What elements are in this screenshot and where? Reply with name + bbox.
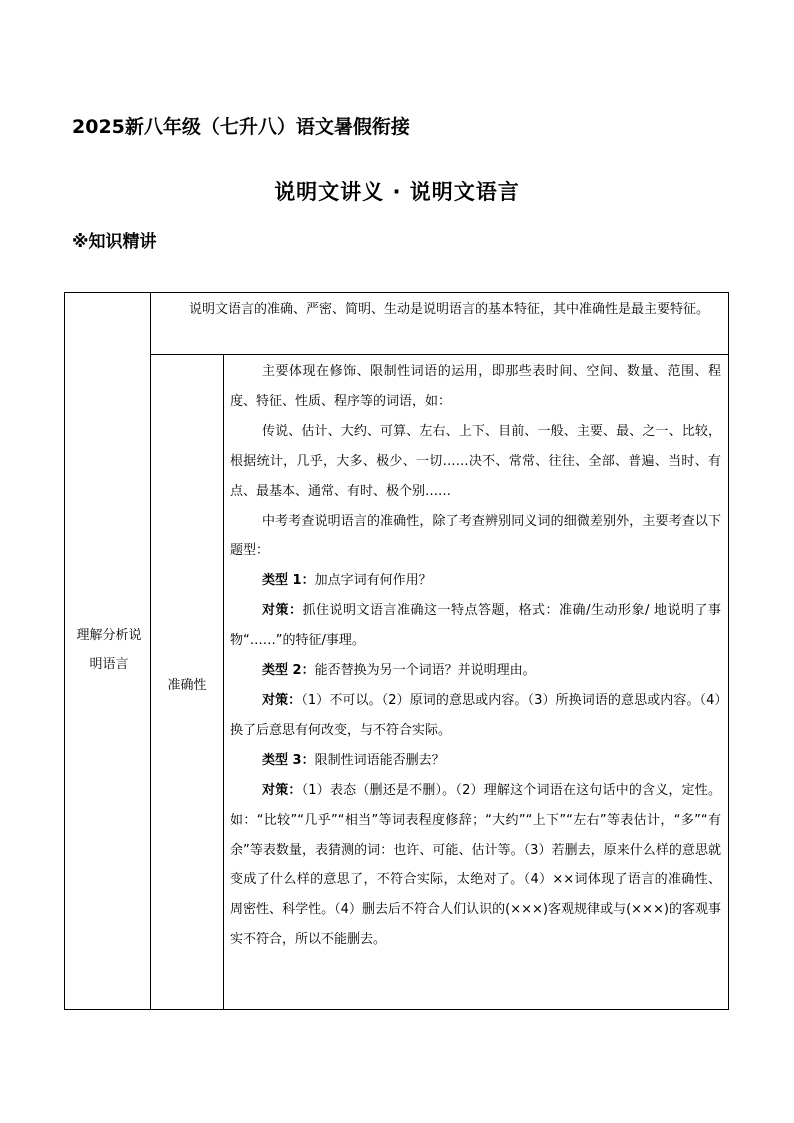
intro-cell: 说明文语言的准确、严密、简明、生动是说明语言的基本特征，其中准确性是最主要特征。 xyxy=(151,293,728,355)
strategy-1-label: 对策： xyxy=(262,603,303,619)
document-title: 2025新八年级（七升八）语文暑假衔接 xyxy=(72,116,410,138)
paragraph-exam-intro: 中考考查说明语言的准确性，除了考查辨别同义词的细微差别外，主要考查以下题型： xyxy=(230,513,721,559)
strategy-2-label: 对策： xyxy=(262,692,302,708)
type-3-label: 类型 3： xyxy=(262,752,315,768)
strategy-3-label: 对策： xyxy=(262,782,302,798)
content-cell xyxy=(224,357,728,1009)
question-type-2 xyxy=(230,656,721,686)
table-left-column xyxy=(65,293,151,1009)
paragraph-word-list: 传说、估计、大约、可算、左右、上下、目前、一般、主要、最、之一、比较，根据统计，几乎，大多、极少、一切……决不、常常、往往、全部、普遍、当时、有点、最基本、通常、有时、极个别…… xyxy=(230,423,721,499)
knowledge-table xyxy=(64,292,729,1010)
strategy-2-text: （1）不可以。（2）原词的意思或内容。（3）所换词语的意思或内容。（4）换了后意思有何改变，与不符合实际。 xyxy=(230,692,721,738)
type-1-text: 加点字词有何作用？ xyxy=(314,573,432,589)
section-heading: ※知识精讲 xyxy=(72,232,157,252)
strategy-1 xyxy=(230,596,721,656)
strategy-3 xyxy=(230,776,721,955)
document-subtitle: 说明文讲义 · 说明文语言 xyxy=(274,180,520,204)
question-type-1 xyxy=(230,566,721,596)
table-sub-column xyxy=(151,355,224,1009)
strategy-1-text: 抓住说明文语言准确这一特点答题，格式：准确/生动形象/ 地说明了事物“……”的特征/事理。 xyxy=(230,603,721,649)
category-label: 理解分析说明语言 xyxy=(76,628,142,672)
question-type-3 xyxy=(230,746,721,776)
type-2-text: 能否替换为另一个词语？并说明理由。 xyxy=(314,663,536,679)
sub-category-label: 准确性 xyxy=(167,678,207,693)
strategy-3-text: （1）表态（删还是不删）。（2）理解这个词语在这句话中的含义，定性。如：“比较”“几乎”“相当”等词表程度修辞；“大约”“上下”“左右”等表估计，“多”“有余”等表数量，表猜测的词：也许、可能、估计等。（3）若删去，原来什么样的意思就变成了什么样的意思了，不符合实际，太绝对了。（4）××词体现了语言的准确性、周密性、科学性。（4）删去后不符合人们认识的(×××)客观规律或与(×××)的客观事实不符合，所以不能删去。 xyxy=(230,782,721,948)
type-2-label: 类型 2： xyxy=(262,663,315,679)
strategy-2 xyxy=(230,686,721,746)
type-3-text: 限制性词语能否删去？ xyxy=(314,752,445,768)
type-1-label: 类型 1： xyxy=(262,573,315,589)
paragraph-description: 主要体现在修饰、限制性词语的运用，即那些表时间、空间、数量、范围、程度、特征、性质、程序等的词语，如： xyxy=(230,364,721,409)
